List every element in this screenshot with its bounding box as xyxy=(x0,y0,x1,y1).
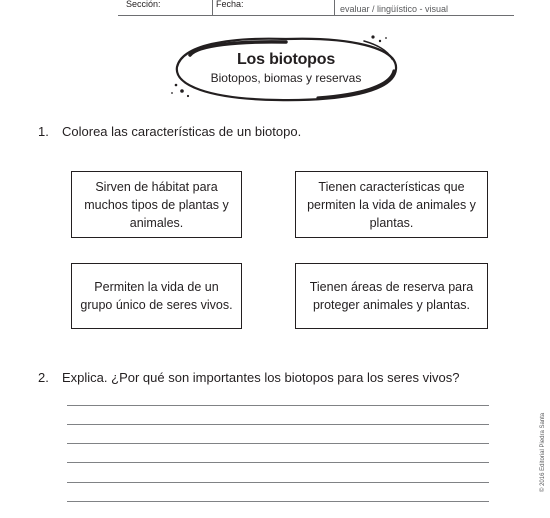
page-subtitle: Biotopos, biomas y reservas xyxy=(210,71,362,85)
answer-line-6[interactable] xyxy=(67,501,489,502)
option-box-habitat[interactable] xyxy=(71,171,242,238)
question-2-text: Explica. ¿Por qué son importantes los biotopos para los seres vivos? xyxy=(62,370,460,385)
question-1 xyxy=(38,124,301,139)
question-1-number: 1. xyxy=(38,124,49,139)
answer-line-2[interactable] xyxy=(67,424,489,425)
header-divider-2 xyxy=(334,0,335,16)
question-1-text: Colorea las características de un biotopo. xyxy=(62,124,302,139)
question-2-number: 2. xyxy=(38,370,49,385)
option-box-unique-group[interactable] xyxy=(71,263,242,329)
option-text: Permiten la vida de un grupo único de seres vivos. xyxy=(80,280,233,312)
answer-line-1[interactable] xyxy=(67,405,489,406)
option-text: Tienen áreas de reserva para proteger animales y plantas. xyxy=(309,280,474,312)
answer-line-3[interactable] xyxy=(67,443,489,444)
section-label: Sección: xyxy=(126,0,161,9)
option-text: Tienen características que permiten la vida de animales y plantas. xyxy=(307,179,476,230)
answer-line-4[interactable] xyxy=(67,462,489,463)
option-text: Sirven de hábitat para muchos tipos de plantas y animales. xyxy=(84,179,229,230)
header-divider-1 xyxy=(212,0,213,16)
option-box-reserve-areas[interactable] xyxy=(295,263,488,329)
page-title: Los biotopos xyxy=(236,51,336,68)
question-2 xyxy=(38,370,459,385)
answer-line-5[interactable] xyxy=(67,482,489,483)
brush-oval-frame xyxy=(168,33,404,107)
header-form-strip xyxy=(118,0,514,16)
competencies-text: evaluar / lingüístico - visual xyxy=(340,4,449,14)
title-banner xyxy=(168,33,404,107)
option-box-characteristics[interactable] xyxy=(295,171,488,238)
copyright-notice: © 2016 Editorial Piedra Santa xyxy=(540,412,546,492)
date-label: Fecha: xyxy=(216,0,244,9)
header-bottom-rule xyxy=(118,15,514,16)
